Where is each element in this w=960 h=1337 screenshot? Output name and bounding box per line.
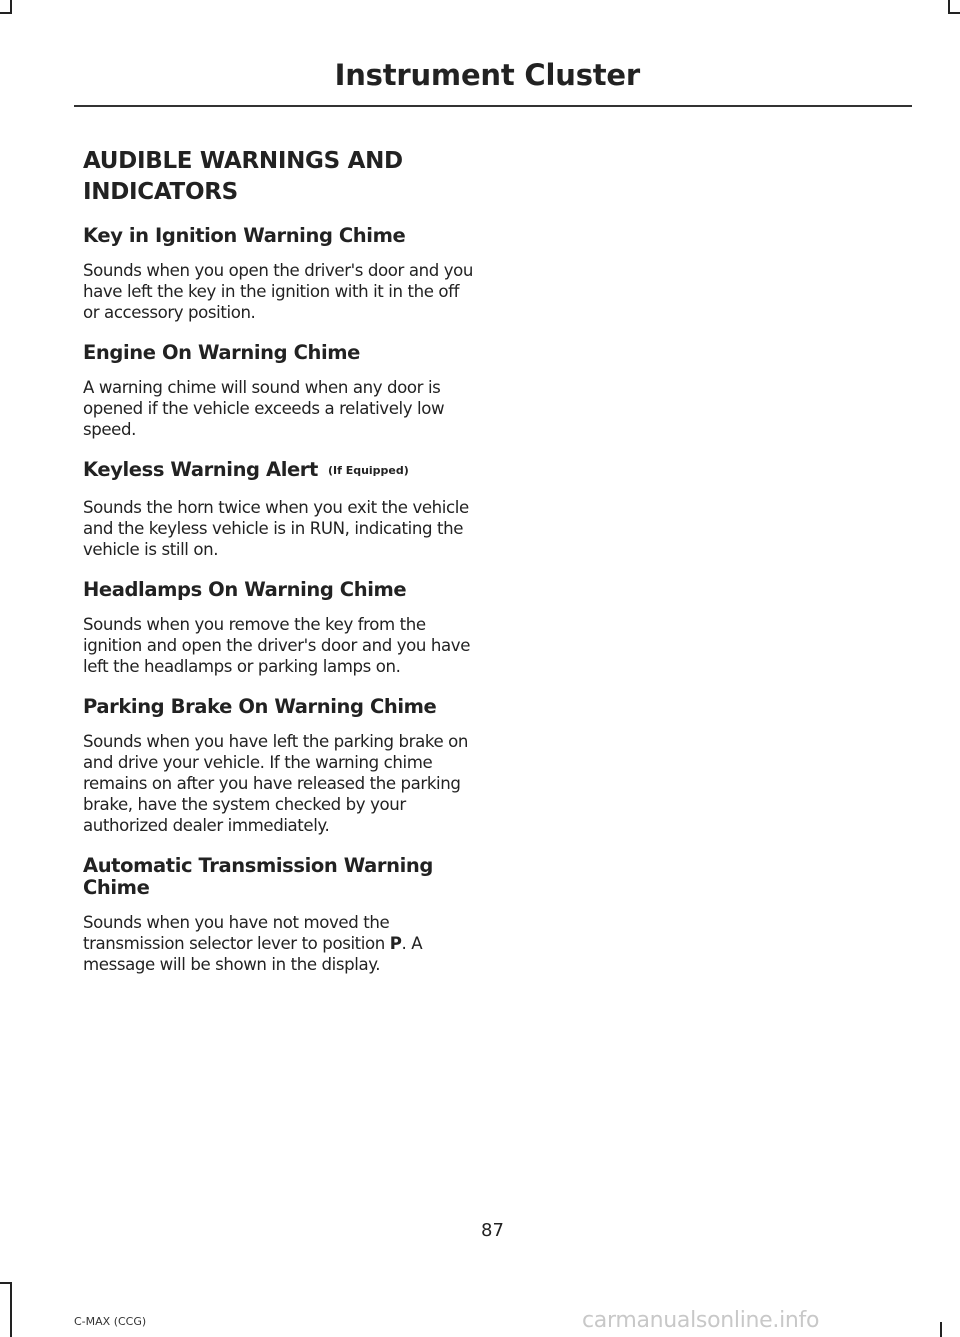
header-divider <box>74 105 912 107</box>
item-heading: Parking Brake On Warning Chime <box>83 695 437 718</box>
item-body-text-end: . A message will be shown in the display. <box>83 934 423 974</box>
crop-mark-bottom-right <box>940 1322 942 1337</box>
section-heading <box>83 146 479 208</box>
crop-mark-top-left-h <box>0 12 12 14</box>
crop-mark-top-right-h <box>948 12 960 14</box>
item-key-in-ignition <box>83 225 479 323</box>
footer-model-code: C-MAX (CCG) <box>74 1315 147 1328</box>
item-heading-text: Keyless Warning Alert <box>83 458 318 481</box>
item-heading-line-1: Automatic Transmission Warning <box>83 854 433 877</box>
section-heading-line-2: INDICATORS <box>83 179 238 205</box>
if-equipped-tag: (If Equipped) <box>327 464 409 477</box>
item-body: Sounds when you have left the parking brake on and drive your vehicle. If the warning chime remains on after you have released the parking brake, have the system checked by your authorized dealer immediately. <box>83 732 469 835</box>
main-content-column <box>83 146 479 994</box>
item-parking-brake-on <box>83 696 479 836</box>
section-heading-line-1: AUDIBLE WARNINGS AND <box>83 148 403 174</box>
crop-mark-bottom-left <box>10 1282 12 1337</box>
item-keyless-warning <box>83 459 479 560</box>
item-body-text: Sounds when you have not moved the transmission selector lever to position <box>83 913 390 953</box>
item-heading <box>83 459 479 484</box>
running-header-title: Instrument Cluster <box>334 58 640 92</box>
item-body <box>83 912 479 975</box>
item-body: A warning chime will sound when any door is opened if the vehicle exceeds a relatively low speed. <box>83 378 445 439</box>
item-headlamps-on <box>83 579 479 677</box>
page-number: 87 <box>481 1220 504 1241</box>
item-body: Sounds the horn twice when you exit the vehicle and the keyless vehicle is in RUN, indicating the vehicle is still on. <box>83 498 469 559</box>
item-automatic-transmission <box>83 855 479 975</box>
position-p-label: P <box>389 934 402 953</box>
item-body: Sounds when you remove the key from the ignition and open the driver's door and you have left the headlamps or parking lamps on. <box>83 615 471 676</box>
crop-mark-bottom-left-h <box>0 1282 12 1284</box>
item-body: Sounds when you open the driver's door and you have left the key in the ignition with it in the off or accessory position. <box>83 261 474 322</box>
item-heading <box>83 855 479 899</box>
item-engine-on <box>83 342 479 440</box>
item-heading-line-2: Chime <box>83 876 150 899</box>
item-heading: Key in Ignition Warning Chime <box>83 224 406 247</box>
item-heading: Engine On Warning Chime <box>83 341 360 364</box>
item-heading: Headlamps On Warning Chime <box>83 578 407 601</box>
watermark: carmanualsonline.info <box>582 1308 820 1333</box>
